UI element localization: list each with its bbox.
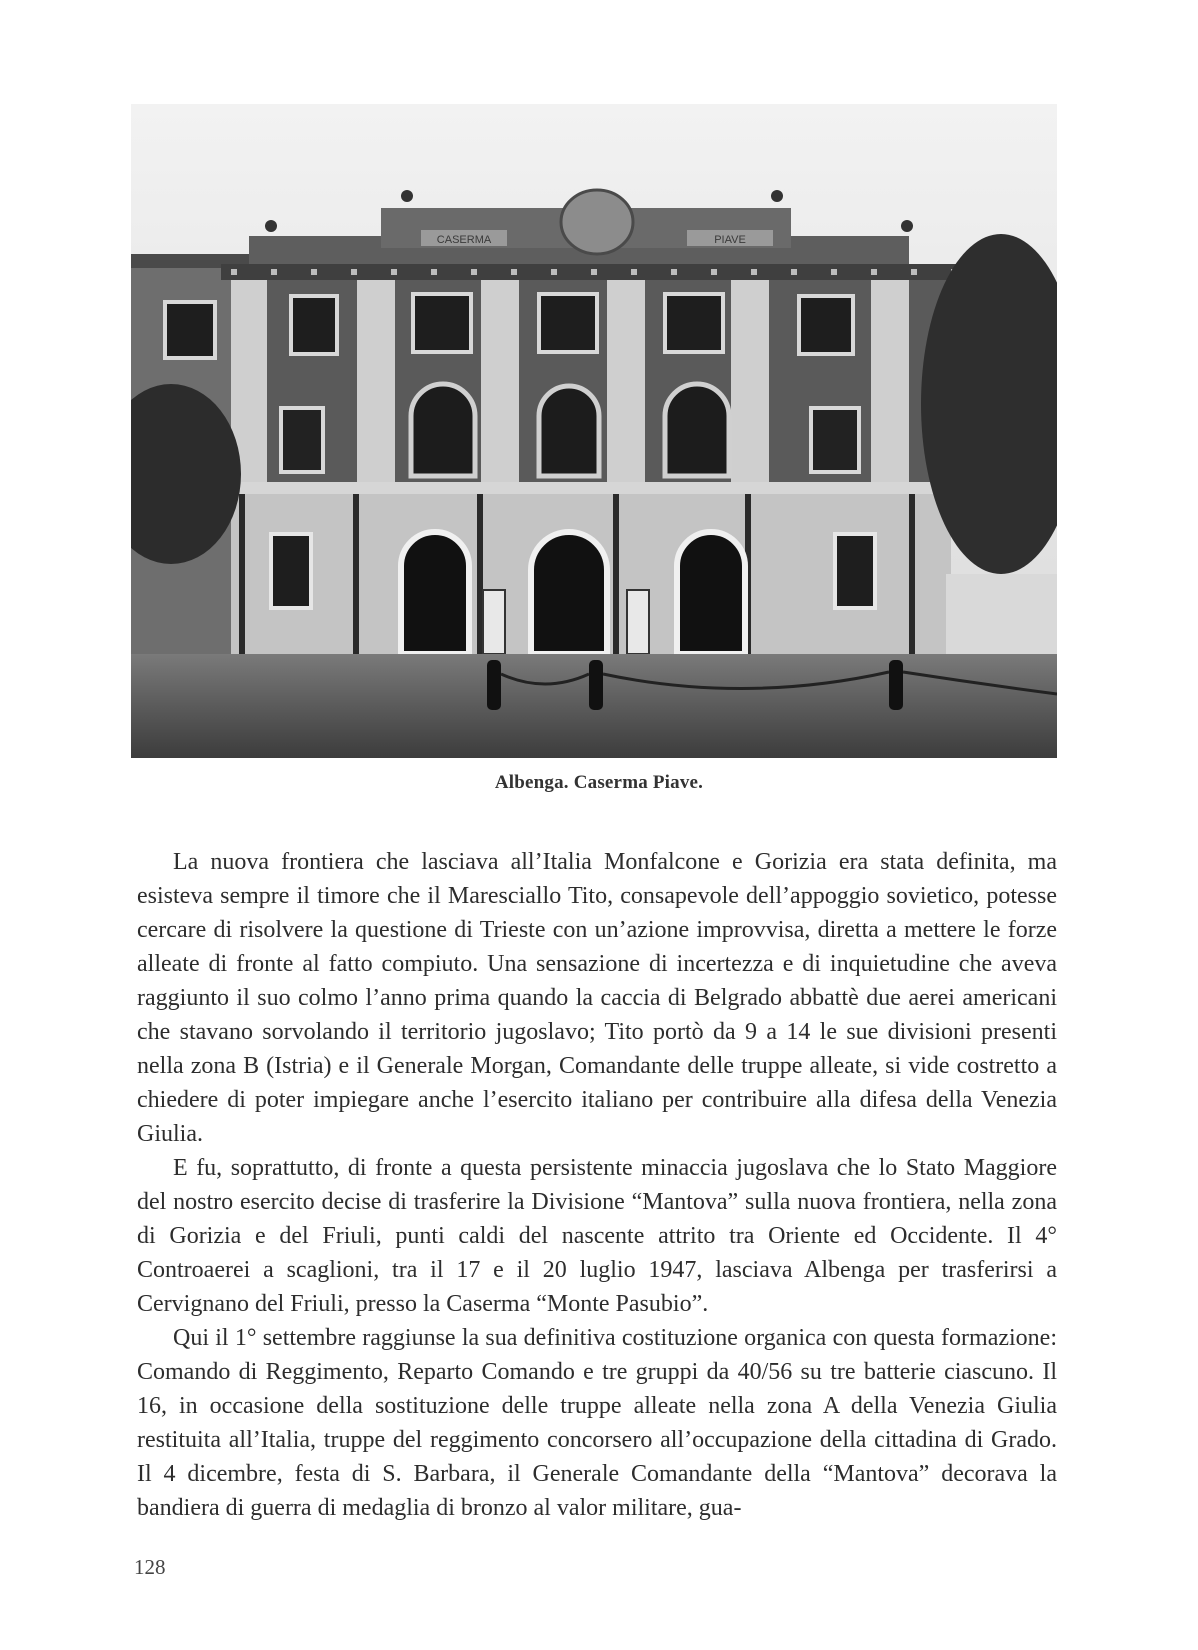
paragraph: E fu, soprattutto, di fronte a questa persistente minaccia jugoslava che lo Stato Maggiore del nostro esercito decise di trasferire la Divisione “Mantova” sulla nuova frontiera, nella zona di Gorizia e del Friuli, punti caldi del nascente attrito tra Oriente ed Occidente. Il 4° Controaerei a scaglioni, tra il 17 e il 20 luglio 1947, lasciava Albenga per trasferirsi a Cervignano del Friuli, presso la Caserma “Monte Pasubio”. — [137, 1155, 1057, 1317]
paragraph: Qui il 1° settembre raggiunse la sua definitiva costituzione organica con questa formazione: Comando di Reggimento, Reparto Comando e tre gruppi da 40/56 su tre batterie ciascuno. Il 16, in occasione della sostituzione delle truppe alleate nella zona A della Venezia Giulia restituita all’Italia, truppe del reggimento concorsero all’occupazione della cittadina di Grado. Il 4 dicembre, festa di S. Barbara, il Generale Comandante della “Mantova” decorava la bandiera di guerra di medaglia di bronzo al valor militare, gua- — [137, 1325, 1057, 1521]
left-arch — [401, 532, 469, 654]
crest-medallion — [561, 190, 633, 254]
photo-caption: Albenga. Caserma Piave. — [494, 772, 704, 793]
page-number: 128 — [134, 1555, 166, 1579]
body-text — [137, 845, 1057, 1525]
paragraph: La nuova frontiera che lasciava all’Italia Monfalcone e Gorizia era stata definita, ma esisteva sempre il timore che il Maresciallo Tito, consapevole dell’appoggio sovietico, potesse cercare di risolvere la questione di Trieste con un’azione improvvisa, diretta a mettere le forze alleate di fronte al fatto compiuto. Una sensazione di incertezza e di inquietudine che aveva raggiunto il suo colmo l’anno prima quando la caccia di Belgrado abbattè due aerei americani che stavano sorvolando il territorio jugoslavo; Tito portò da 9 a 14 le sue divisioni presenti nella zona B (Istria) e il Generale Morgan, Comandante delle truppe alleate, si vide costretto a chiedere di poter impiegare anche l’esercito italiano per contribuire alla difesa della Venezia Giulia. — [137, 849, 1057, 1147]
barracks-photo — [131, 104, 1057, 758]
main-arch — [531, 532, 607, 654]
sign-caserma-text: CASERMA — [436, 234, 492, 246]
cornice — [221, 264, 981, 280]
caserma-piave-facade-image — [131, 104, 1057, 758]
sign-piave-text: PIAVE — [714, 234, 746, 246]
right-arch — [677, 532, 745, 654]
